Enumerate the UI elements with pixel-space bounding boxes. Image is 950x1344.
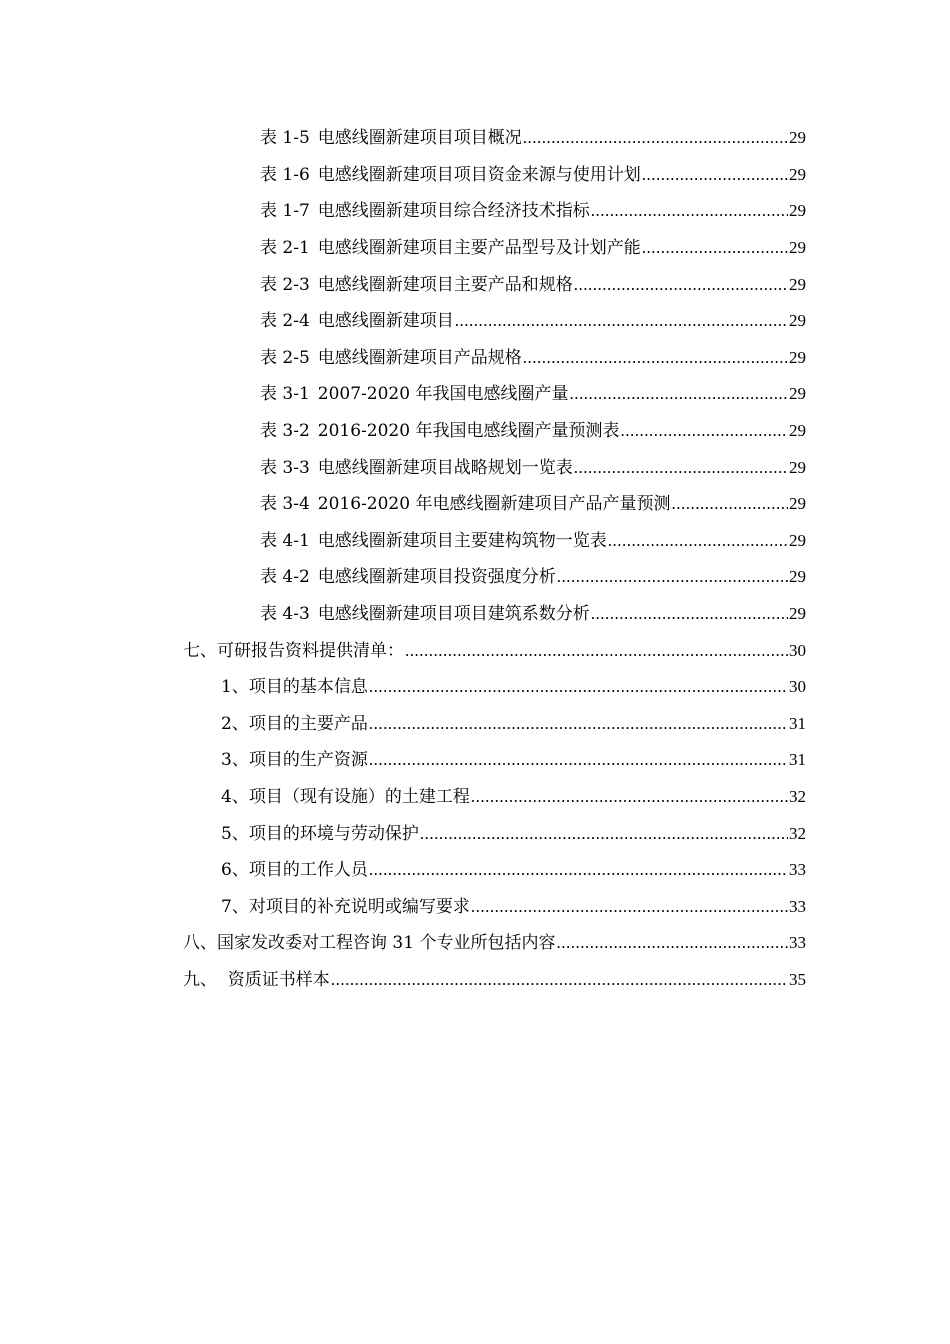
toc-entry-label: 2016-2020 年我国电感线圈产量预测表 [317,421,620,442]
toc-entry-section-9[interactable] [0,962,950,999]
toc-entry-table-3-3[interactable] [0,449,950,486]
toc-entry-prefix: 表 4-2 [260,567,310,588]
toc-entry-label: 电感线圈新建项目主要建构筑物一览表 [317,530,607,551]
toc-entry-label: 电感线圈新建项目项目建筑系数分析 [317,604,590,625]
toc-entry-label: 电感线圈新建项目项目资金来源与使用计划 [317,164,641,185]
toc-entry-table-2-5[interactable] [0,340,950,377]
toc-entry-7-3[interactable] [0,742,950,779]
toc-entry-prefix: 表 2-4 [260,311,310,332]
dot-leader [608,532,788,549]
dot-leader [369,751,788,768]
toc-entry-page: 29 [789,128,806,148]
dot-leader [671,495,788,512]
toc-entry-table-4-3[interactable] [0,596,950,633]
toc-entry-prefix: 表 2-1 [260,238,310,259]
toc-entry-label: 七、可研报告资料提供清单： [183,640,404,661]
toc-entry-table-2-4[interactable] [0,303,950,340]
dot-leader [642,166,788,183]
dot-leader [591,605,788,622]
dot-leader [591,202,788,219]
toc-entry-prefix: 表 2-3 [260,274,310,295]
toc-entry-prefix: 表 3-1 [260,384,310,405]
dot-leader [369,715,788,732]
toc-entry-label: 电感线圈新建项目项目概况 [317,128,522,149]
toc-entry-table-1-7[interactable] [0,193,950,230]
toc-entry-page: 29 [789,494,806,514]
toc-entry-7-2[interactable] [0,706,950,743]
toc-entry-page: 30 [789,640,806,660]
toc-entry-7-1[interactable] [0,669,950,706]
toc-entry-label: 电感线圈新建项目综合经济技术指标 [317,201,590,222]
toc-entry-section-7[interactable] [0,632,950,669]
toc-entry-table-4-2[interactable] [0,559,950,596]
toc-entry-page: 29 [789,311,806,331]
toc-entry-prefix: 表 1-7 [260,201,310,222]
toc-entry-label: 4、项目（现有设施）的土建工程 [221,786,470,807]
toc-entry-label: 电感线圈新建项目战略规划一览表 [317,457,573,478]
dot-leader [523,129,788,146]
toc-entry-page: 29 [789,604,806,624]
dot-leader [574,459,788,476]
toc-entry-page: 35 [789,969,806,989]
toc-entry-page: 29 [789,201,806,221]
toc-entry-page: 31 [789,713,806,733]
toc-entry-label: 2、项目的主要产品 [221,713,368,734]
toc-entry-table-3-2[interactable] [0,413,950,450]
toc-entry-table-4-1[interactable] [0,523,950,560]
dot-leader [574,276,788,293]
toc-entry-7-4[interactable] [0,779,950,816]
toc-entry-prefix: 表 2-5 [260,347,310,368]
dot-leader [471,898,788,915]
toc-entry-label: 电感线圈新建项目主要产品和规格 [317,274,573,295]
dot-leader [642,239,788,256]
toc-entry-label: 2007-2020 年我国电感线圈产量 [317,384,569,405]
toc-entry-page: 33 [789,860,806,880]
table-of-contents [0,120,950,998]
toc-entry-table-1-5[interactable] [0,120,950,157]
dot-leader [331,971,788,988]
toc-entry-label: 九、 资质证书样本 [183,969,330,990]
toc-entry-label: 电感线圈新建项目主要产品型号及计划产能 [317,238,641,259]
dot-leader [369,861,788,878]
dot-leader [557,568,788,585]
toc-entry-page: 29 [789,421,806,441]
toc-entry-label: 1、项目的基本信息 [221,677,368,698]
toc-entry-7-7[interactable] [0,888,950,925]
toc-entry-label: 电感线圈新建项目投资强度分析 [317,567,556,588]
toc-entry-prefix: 表 4-3 [260,604,310,625]
toc-entry-page: 29 [789,347,806,367]
dot-leader [620,422,788,439]
dot-leader [569,385,788,402]
toc-entry-label: 3、项目的生产资源 [221,750,368,771]
dot-leader [455,312,788,329]
dot-leader [523,349,788,366]
toc-entry-prefix: 表 3-3 [260,457,310,478]
toc-entry-page: 29 [789,567,806,587]
toc-entry-page: 33 [789,896,806,916]
dot-leader [420,825,788,842]
dot-leader [369,678,788,695]
dot-leader [405,642,788,659]
toc-entry-label: 7、对项目的补充说明或编写要求 [221,896,470,917]
toc-entry-prefix: 表 1-6 [260,164,310,185]
toc-entry-page: 29 [789,238,806,258]
toc-entry-table-3-4[interactable] [0,486,950,523]
toc-entry-label: 6、项目的工作人员 [221,860,368,881]
toc-entry-table-2-1[interactable] [0,230,950,267]
toc-entry-table-2-3[interactable] [0,266,950,303]
toc-entry-page: 29 [789,274,806,294]
toc-entry-prefix: 表 3-2 [260,421,310,442]
toc-entry-page: 29 [789,530,806,550]
toc-entry-page: 29 [789,164,806,184]
toc-entry-table-3-1[interactable] [0,376,950,413]
toc-entry-page: 32 [789,786,806,806]
toc-entry-table-1-6[interactable] [0,157,950,194]
toc-entry-page: 33 [789,933,806,953]
toc-entry-prefix: 表 1-5 [260,128,310,149]
dot-leader [471,788,788,805]
toc-entry-page: 29 [789,384,806,404]
toc-entry-page: 29 [789,457,806,477]
toc-entry-page: 32 [789,823,806,843]
toc-entry-label: 2016-2020 年电感线圈新建项目产品产量预测 [317,494,671,515]
toc-entry-prefix: 表 4-1 [260,530,310,551]
toc-entry-label: 5、项目的环境与劳动保护 [221,823,419,844]
toc-entry-prefix: 表 3-4 [260,494,310,515]
toc-entry-7-6[interactable] [0,852,950,889]
toc-entry-label: 电感线圈新建项目产品规格 [317,347,522,368]
toc-entry-label: 八、国家发改委对工程咨询 31 个专业所包括内容 [183,933,556,954]
toc-entry-page: 31 [789,750,806,770]
toc-entry-label: 电感线圈新建项目 [317,311,454,332]
dot-leader [556,934,788,951]
toc-entry-section-8[interactable] [0,925,950,962]
toc-entry-page: 30 [789,677,806,697]
toc-entry-7-5[interactable] [0,815,950,852]
